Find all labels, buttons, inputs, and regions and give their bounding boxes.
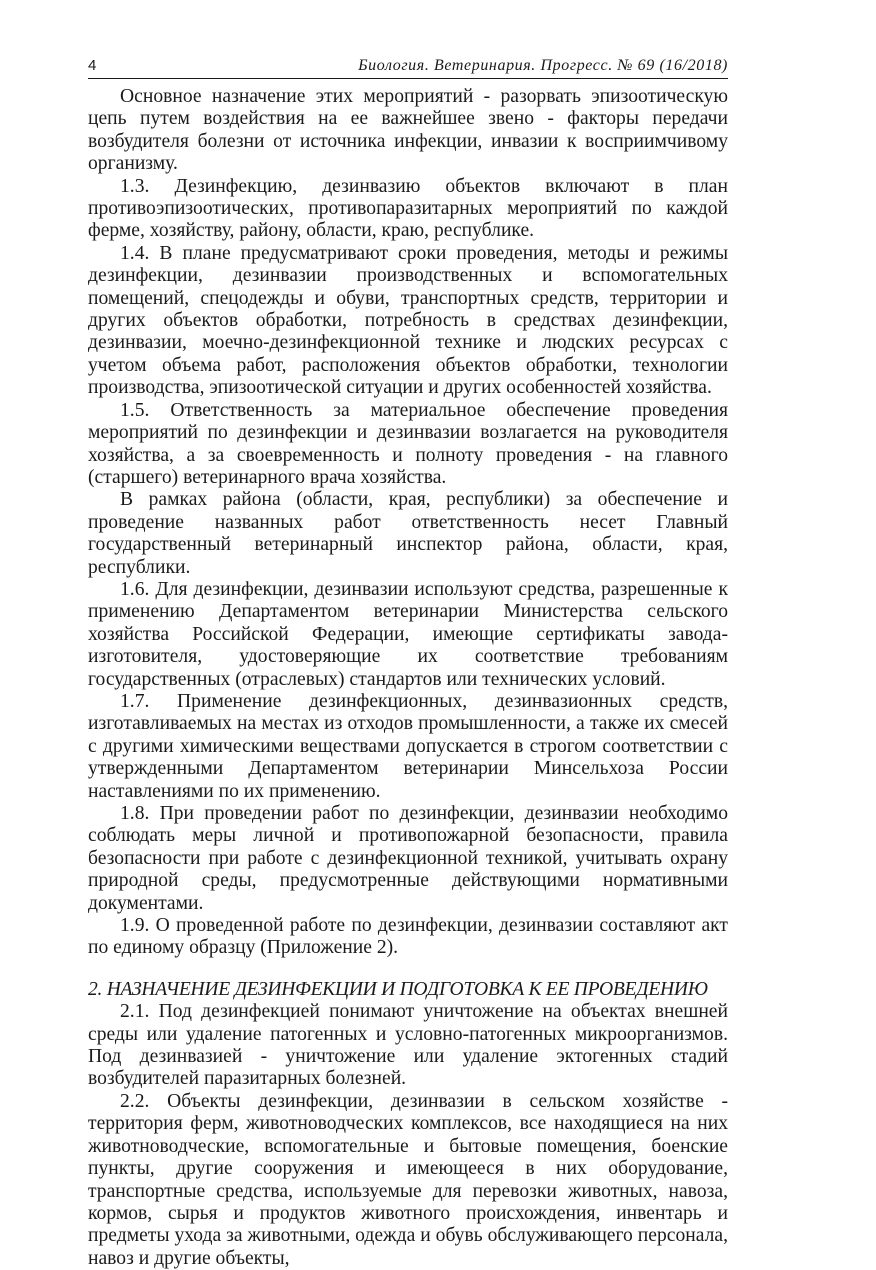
paragraph: В рамках района (области, края, республики) за обеспечение и проведение названных работ ответственность несет Главный государственный ветеринарный инспектор района, области, края, республики. [88, 489, 728, 578]
body-text [88, 86, 728, 1270]
paragraph: 1.7. Применение дезинфекционных, дезинвазионных средств, изготавливаемых на местах из отходов промышленности, а также их смесей с другими химическими веществами допускается в строгом соответствии с утвержденными Департаментом ветеринарии Минсельхоза России наставлениями по их применению. [88, 690, 728, 802]
paragraph: 1.4. В плане предусматривают сроки проведения, методы и режимы дезинфекции, дезинвазии производственных и вспомогательных помещений, спецодежды и обуви, транспортных средств, территории и других объектов обработки, потребность в средствах дезинфекции, дезинвазии, моечно-дезинфекционной технике и людских ресурсах с учетом объема работ, расположения объектов обработки, технологии производства, эпизоотической ситуации и других особенностей хозяйства. [88, 242, 728, 399]
paragraph: Основное назначение этих мероприятий - разорвать эпизоотическую цепь путем воздействия на ее важнейшее звено - факторы передачи возбудителя болезни от источника инфекции, инвазии к восприимчивому организму. [88, 86, 728, 175]
paragraph: 1.8. При проведении работ по дезинфекции, дезинвазии необходимо соблюдать меры личной и противопожарной безопасности, правила безопасности при работе с дезинфекционной техникой, учитывать охрану природной среды, предусмотренные действующими нормативными документами. [88, 803, 728, 914]
paragraph: 2.2. Объекты дезинфекции, дезинвазии в сельском хозяйстве - территория ферм, животноводческих комплексов, все находящиеся на них животноводческие, вспомогательные и бытовые помещения, боенские пункты, другие сооружения и имеющееся в них оборудование, транспортные средства, используемые для перевозки животных, навоза, кормов, сырья и продуктов животного происхождения, инвентарь и предметы ухода за животными, одежда и обувь обслуживающего персонала, навоз и другие объекты, [88, 1090, 728, 1269]
running-head: Биология. Ветеринария. Прогресс. № 69 (16/2018) [358, 57, 728, 74]
paragraph: 2.1. Под дезинфекцией понимают уничтожение на объектах внешней среды или удаление патогенных и условно-патогенных микроорганизмов. Под дезинвазией - уничтожение или удаление эктогенных стадий возбудителей паразитарных болезней. [88, 1001, 728, 1090]
page-number: 4 [88, 57, 97, 74]
paragraph: 1.5. Ответственность за материальное обеспечение проведения мероприятий по дезинфекции и дезинвазии возлагается на руководителя хозяйства, а за своевременность и полноту проведения - на главного (старшего) ветеринарного врача хозяйства. [88, 399, 728, 488]
page-header [88, 56, 728, 79]
section-heading: 2. НАЗНАЧЕНИЕ ДЕЗИНФЕКЦИИ И ПОДГОТОВКА К ЕЕ ПРОВЕДЕНИЮ [88, 978, 708, 1000]
paragraph: 1.3. Дезинфекцию, дезинвазию объектов включают в план противоэпизоотических, противопаразитарных мероприятий по каждой ферме, хозяйству, району, области, краю, республике. [88, 175, 728, 242]
paragraph: 1.6. Для дезинфекции, дезинвазии используют средства, разрешенные к применению Департаментом ветеринарии Министерства сельского хозяйства Российской Федерации, имеющие сертификаты завода-изготовителя, удостоверяющие их соответствие требованиям государственных (отраслевых) стандартов или технических условий. [88, 578, 728, 690]
document-page [88, 56, 728, 1270]
paragraph: 1.9. О проведенной работе по дезинфекции, дезинвазии составляют акт по единому образцу (Приложение 2). [88, 915, 728, 959]
